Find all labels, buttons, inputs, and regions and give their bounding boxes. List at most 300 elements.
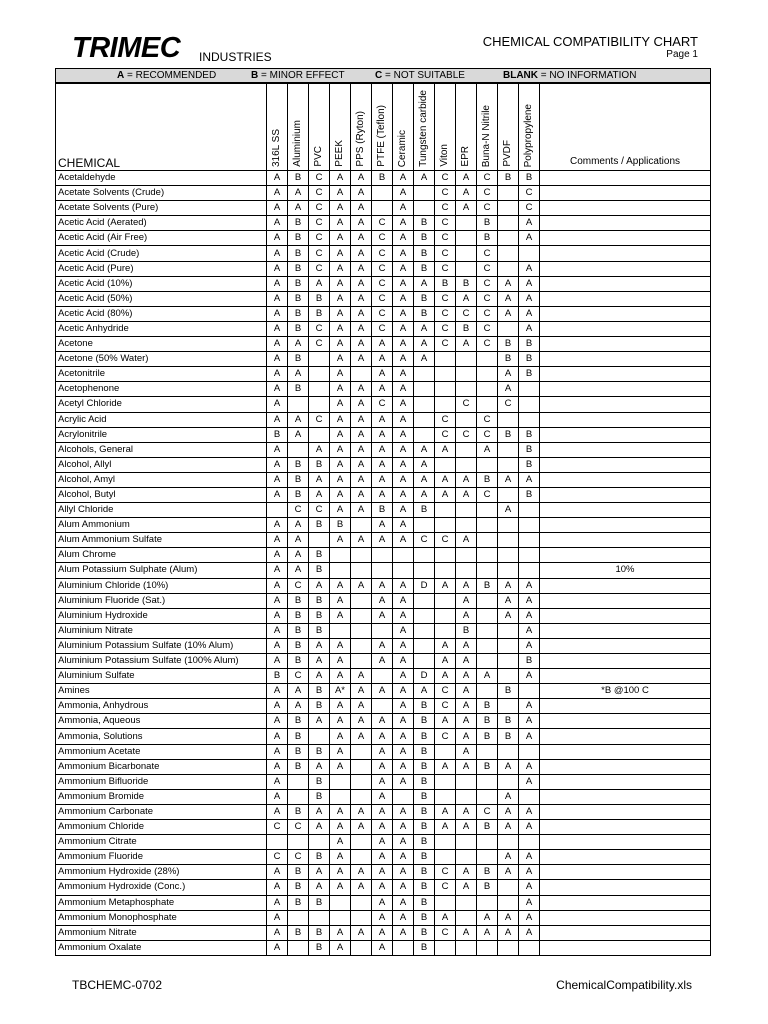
rating-cell: B	[456, 623, 477, 638]
comment-cell: 10%	[540, 563, 711, 578]
rating-cell: A	[456, 171, 477, 186]
rating-cell: B	[456, 276, 477, 291]
rating-cell: A	[414, 442, 435, 457]
rating-cell	[456, 352, 477, 367]
rating-cell: B	[372, 171, 393, 186]
rating-cell	[477, 593, 498, 608]
table-row	[56, 654, 711, 669]
rating-cell	[498, 638, 519, 653]
rating-cell: C	[309, 246, 330, 261]
rating-cell: A	[267, 623, 288, 638]
rating-cell: C	[309, 261, 330, 276]
rating-cell	[498, 457, 519, 472]
rating-cell: A	[519, 699, 540, 714]
table-row	[56, 171, 711, 186]
rating-cell: C	[477, 427, 498, 442]
rating-cell	[435, 382, 456, 397]
chemical-name: Aluminium Potassium Sulfate (100% Alum)	[56, 654, 267, 669]
table-row	[56, 895, 711, 910]
rating-cell: B	[288, 472, 309, 487]
rating-cell: B	[519, 337, 540, 352]
table-row	[56, 367, 711, 382]
rating-cell	[519, 246, 540, 261]
rating-cell	[477, 744, 498, 759]
rating-cell: A	[330, 654, 351, 669]
rating-cell	[330, 623, 351, 638]
rating-cell: B	[288, 487, 309, 502]
rating-cell: A	[351, 321, 372, 336]
comment-cell	[540, 171, 711, 186]
rating-cell: A	[351, 457, 372, 472]
rating-cell: A	[372, 337, 393, 352]
rating-cell: B	[288, 306, 309, 321]
rating-cell: A	[498, 276, 519, 291]
chemical-name: Acetone	[56, 337, 267, 352]
rating-cell: A	[498, 850, 519, 865]
rating-cell: A	[330, 638, 351, 653]
rating-cell: A	[372, 729, 393, 744]
table-row	[56, 548, 711, 563]
rating-cell	[414, 397, 435, 412]
rating-cell: B	[288, 608, 309, 623]
rating-cell: A	[498, 608, 519, 623]
rating-cell: B	[477, 880, 498, 895]
rating-cell: B	[288, 457, 309, 472]
rating-cell: C	[519, 186, 540, 201]
chemical-name: Acetic Acid (50%)	[56, 291, 267, 306]
rating-cell: A	[393, 654, 414, 669]
rating-cell: A	[351, 714, 372, 729]
rating-cell: C	[477, 291, 498, 306]
rating-cell	[498, 201, 519, 216]
table-row	[56, 321, 711, 336]
material-label: PVC	[313, 146, 324, 167]
rating-cell: A	[330, 472, 351, 487]
rating-cell	[519, 548, 540, 563]
rating-cell: A	[330, 729, 351, 744]
rating-cell: B	[288, 382, 309, 397]
chemical-name: Acrylic Acid	[56, 412, 267, 427]
rating-cell: A	[435, 714, 456, 729]
rating-cell: A	[519, 291, 540, 306]
rating-cell	[351, 744, 372, 759]
rating-cell: B	[414, 729, 435, 744]
rating-cell	[351, 835, 372, 850]
rating-cell: A	[309, 865, 330, 880]
rating-cell: A	[456, 729, 477, 744]
rating-cell	[519, 789, 540, 804]
chemical-name: Ammonium Hydroxide (28%)	[56, 865, 267, 880]
table-row	[56, 306, 711, 321]
rating-cell: A	[351, 216, 372, 231]
rating-cell: B	[414, 246, 435, 261]
table-row	[56, 820, 711, 835]
rating-cell: A	[456, 865, 477, 880]
rating-cell: C	[477, 261, 498, 276]
rating-cell: A	[330, 608, 351, 623]
table-header-row	[56, 84, 711, 171]
comment-cell	[540, 699, 711, 714]
rating-cell	[330, 910, 351, 925]
rating-cell: A	[393, 865, 414, 880]
rating-cell	[351, 548, 372, 563]
rating-cell: B	[477, 578, 498, 593]
rating-cell	[477, 608, 498, 623]
rating-cell: A	[393, 276, 414, 291]
rating-cell: A	[330, 337, 351, 352]
rating-cell: A	[456, 744, 477, 759]
rating-cell: A	[267, 186, 288, 201]
rating-cell	[414, 654, 435, 669]
comment-cell	[540, 503, 711, 518]
rating-cell	[351, 623, 372, 638]
rating-cell: A	[456, 699, 477, 714]
rating-cell: B	[309, 699, 330, 714]
compatibility-table	[55, 83, 711, 956]
rating-cell: A	[456, 186, 477, 201]
rating-cell: B	[414, 880, 435, 895]
rating-cell: A	[372, 850, 393, 865]
rating-cell	[498, 442, 519, 457]
rating-cell: A	[330, 503, 351, 518]
rating-cell: A	[351, 397, 372, 412]
comment-cell	[540, 442, 711, 457]
rating-cell	[498, 669, 519, 684]
rating-cell: A	[372, 352, 393, 367]
rating-cell: A	[519, 759, 540, 774]
rating-cell: B	[309, 306, 330, 321]
rating-cell: C	[477, 321, 498, 336]
rating-cell: C	[309, 231, 330, 246]
rating-cell: A	[267, 714, 288, 729]
rating-cell: C	[477, 186, 498, 201]
comment-cell	[540, 518, 711, 533]
rating-cell: B	[309, 608, 330, 623]
comment-cell	[540, 397, 711, 412]
table-row	[56, 533, 711, 548]
rating-cell: A	[372, 578, 393, 593]
rating-cell: A	[393, 638, 414, 653]
rating-cell: B	[498, 337, 519, 352]
rating-cell: A	[393, 593, 414, 608]
rating-cell: A	[351, 337, 372, 352]
rating-cell	[456, 412, 477, 427]
rating-cell: A	[498, 306, 519, 321]
rating-cell: A	[267, 487, 288, 502]
rating-cell	[498, 744, 519, 759]
rating-cell: B	[309, 623, 330, 638]
rating-cell: B	[519, 352, 540, 367]
rating-cell: A	[267, 382, 288, 397]
rating-cell: A	[351, 669, 372, 684]
material-label: Buna-N Nitrile	[481, 104, 492, 167]
rating-cell: A	[393, 412, 414, 427]
rating-cell	[498, 216, 519, 231]
rating-cell	[288, 442, 309, 457]
rating-cell: B	[309, 774, 330, 789]
rating-cell: B	[288, 276, 309, 291]
rating-cell: C	[372, 291, 393, 306]
table-row	[56, 835, 711, 850]
rating-cell	[519, 533, 540, 548]
rating-cell: A	[372, 608, 393, 623]
comment-cell	[540, 548, 711, 563]
rating-cell: C	[435, 216, 456, 231]
rating-cell: C	[435, 925, 456, 940]
rating-cell	[498, 518, 519, 533]
rating-cell: B	[477, 216, 498, 231]
rating-cell: B	[309, 925, 330, 940]
rating-cell: B	[288, 638, 309, 653]
rating-cell: A	[456, 684, 477, 699]
rating-cell	[435, 352, 456, 367]
rating-cell: C	[519, 201, 540, 216]
rating-cell: A	[351, 261, 372, 276]
legend-not-suitable: C = NOT SUITABLE	[375, 70, 465, 81]
rating-cell: B	[477, 820, 498, 835]
rating-cell: A	[519, 321, 540, 336]
rating-cell: C	[435, 231, 456, 246]
rating-cell: A	[267, 367, 288, 382]
table-row	[56, 774, 711, 789]
comment-cell	[540, 835, 711, 850]
rating-cell: A	[435, 654, 456, 669]
rating-cell: A	[330, 865, 351, 880]
rating-cell: A	[372, 759, 393, 774]
rating-cell: A	[456, 578, 477, 593]
rating-cell: A	[414, 337, 435, 352]
rating-cell: C	[372, 321, 393, 336]
rating-cell	[519, 382, 540, 397]
rating-cell	[435, 940, 456, 955]
rating-cell	[498, 487, 519, 502]
rating-cell: A	[519, 804, 540, 819]
rating-cell	[477, 563, 498, 578]
rating-cell: B	[288, 759, 309, 774]
rating-cell	[477, 367, 498, 382]
rating-cell: A	[267, 638, 288, 653]
rating-cell	[309, 427, 330, 442]
rating-cell: A	[330, 231, 351, 246]
rating-cell	[330, 548, 351, 563]
rating-cell: A	[309, 669, 330, 684]
chemical-name: Ammonium Metaphosphate	[56, 895, 267, 910]
comment-cell	[540, 669, 711, 684]
rating-cell: A	[267, 412, 288, 427]
rating-cell: A	[498, 865, 519, 880]
comments-column-header	[540, 84, 711, 171]
rating-cell: C	[435, 171, 456, 186]
rating-cell	[351, 638, 372, 653]
material-label: Ceramic	[397, 129, 408, 167]
rating-cell: A	[519, 593, 540, 608]
rating-cell: C	[477, 487, 498, 502]
rating-cell: A	[330, 427, 351, 442]
rating-cell: A	[498, 472, 519, 487]
comment-cell	[540, 895, 711, 910]
rating-cell: A	[267, 337, 288, 352]
rating-cell: A	[267, 925, 288, 940]
rating-cell: A	[519, 850, 540, 865]
rating-cell	[414, 548, 435, 563]
rating-cell	[393, 563, 414, 578]
rating-cell	[372, 201, 393, 216]
rating-cell	[456, 940, 477, 955]
rating-cell: B	[309, 518, 330, 533]
rating-cell: A	[393, 261, 414, 276]
material-label: Polypropylene	[523, 103, 534, 167]
comment-cell	[540, 306, 711, 321]
rating-cell: A	[456, 669, 477, 684]
rating-cell	[477, 623, 498, 638]
rating-cell: A	[330, 306, 351, 321]
rating-cell: A	[309, 880, 330, 895]
rating-cell: A	[267, 246, 288, 261]
rating-cell: A	[351, 880, 372, 895]
table-row	[56, 216, 711, 231]
table-row	[56, 865, 711, 880]
rating-cell	[351, 774, 372, 789]
legend-recommended: A = RECOMMENDED	[117, 70, 217, 81]
chemical-name: Ammonium Monophosphate	[56, 910, 267, 925]
rating-cell: C	[456, 306, 477, 321]
rating-cell: A	[267, 321, 288, 336]
rating-cell	[435, 835, 456, 850]
chemical-name: Acetic Acid (10%)	[56, 276, 267, 291]
rating-cell: C	[309, 321, 330, 336]
chemical-name: Acetic Acid (Aerated)	[56, 216, 267, 231]
rating-cell	[477, 654, 498, 669]
chemical-name: Acetonitrile	[56, 367, 267, 382]
rating-cell: C	[435, 261, 456, 276]
rating-cell	[498, 940, 519, 955]
rating-cell	[435, 593, 456, 608]
rating-cell: B	[414, 714, 435, 729]
rating-cell: A	[393, 880, 414, 895]
rating-cell: A	[351, 427, 372, 442]
rating-cell	[435, 367, 456, 382]
rating-cell	[288, 835, 309, 850]
chemical-name: Ammonium Citrate	[56, 835, 267, 850]
rating-cell	[498, 623, 519, 638]
rating-cell: A	[393, 804, 414, 819]
rating-cell: C	[414, 533, 435, 548]
rating-cell: A	[435, 472, 456, 487]
material-column-header	[498, 84, 519, 171]
rating-cell: C	[435, 321, 456, 336]
rating-cell	[351, 789, 372, 804]
rating-cell	[435, 608, 456, 623]
rating-cell	[330, 563, 351, 578]
rating-cell: B	[309, 593, 330, 608]
rating-cell: A	[309, 714, 330, 729]
rating-cell: A	[267, 759, 288, 774]
rating-cell: A	[519, 608, 540, 623]
chemical-name: Alum Ammonium Sulfate	[56, 533, 267, 548]
table-row	[56, 940, 711, 955]
rating-cell: C	[435, 291, 456, 306]
rating-cell: A	[393, 367, 414, 382]
rating-cell: A	[393, 608, 414, 623]
rating-cell	[414, 638, 435, 653]
comment-cell	[540, 291, 711, 306]
rating-cell: A	[267, 457, 288, 472]
rating-cell	[372, 548, 393, 563]
rating-cell: A	[435, 487, 456, 502]
chemical-name: Aluminium Chloride (10%)	[56, 578, 267, 593]
rating-cell: A	[330, 442, 351, 457]
rating-cell	[309, 382, 330, 397]
rating-cell: A	[372, 820, 393, 835]
comment-cell	[540, 276, 711, 291]
rating-cell: A	[393, 533, 414, 548]
rating-cell: A	[267, 654, 288, 669]
rating-cell	[498, 412, 519, 427]
rating-cell	[393, 940, 414, 955]
rating-cell: A	[456, 638, 477, 653]
chemical-name: Ammonium Carbonate	[56, 804, 267, 819]
rating-cell: A	[456, 925, 477, 940]
rating-cell: A	[393, 623, 414, 638]
rating-cell: B	[309, 744, 330, 759]
rating-cell: B	[414, 820, 435, 835]
rating-cell	[267, 835, 288, 850]
rating-cell: A	[351, 231, 372, 246]
rating-cell: A	[519, 865, 540, 880]
rating-cell: A	[351, 186, 372, 201]
rating-cell: A	[330, 321, 351, 336]
rating-cell	[330, 774, 351, 789]
rating-cell: A	[519, 729, 540, 744]
rating-cell: A	[330, 261, 351, 276]
rating-cell: A	[309, 578, 330, 593]
rating-cell: B	[288, 744, 309, 759]
comment-cell	[540, 820, 711, 835]
rating-cell: A	[372, 925, 393, 940]
rating-cell: A	[372, 427, 393, 442]
rating-cell	[435, 789, 456, 804]
rating-cell: A	[330, 276, 351, 291]
rating-cell: B	[414, 291, 435, 306]
rating-cell: A	[456, 487, 477, 502]
rating-cell: A	[372, 684, 393, 699]
rating-cell: A	[393, 578, 414, 593]
rating-cell: A	[267, 216, 288, 231]
rating-cell: A	[393, 684, 414, 699]
rating-cell: A	[267, 171, 288, 186]
rating-cell: A	[330, 352, 351, 367]
comments-label: Comments / Applications	[569, 156, 681, 167]
rating-cell: A	[288, 699, 309, 714]
rating-cell	[498, 548, 519, 563]
rating-cell	[393, 548, 414, 563]
rating-cell: A	[351, 487, 372, 502]
rating-cell: A	[267, 563, 288, 578]
rating-cell: A	[456, 880, 477, 895]
rating-cell	[519, 412, 540, 427]
rating-cell	[456, 442, 477, 457]
rating-cell: A	[351, 246, 372, 261]
rating-cell: A	[498, 382, 519, 397]
rating-cell: A	[498, 789, 519, 804]
legend-minor-effect: B = MINOR EFFECT	[251, 70, 345, 81]
rating-cell	[435, 744, 456, 759]
rating-cell	[498, 835, 519, 850]
rating-cell: A	[372, 533, 393, 548]
rating-cell: B	[498, 427, 519, 442]
rating-cell: A	[351, 578, 372, 593]
rating-cell	[351, 518, 372, 533]
